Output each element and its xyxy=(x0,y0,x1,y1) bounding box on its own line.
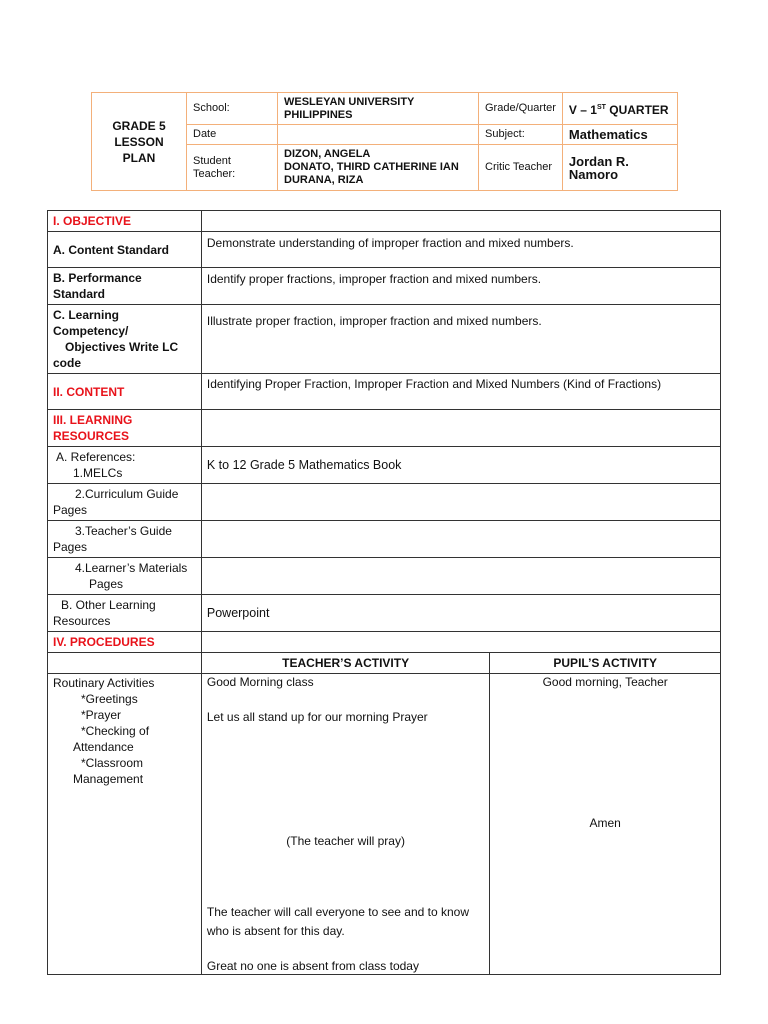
performance-standard-label: B. Performance Standard xyxy=(48,268,202,305)
learners-materials-label xyxy=(48,558,202,595)
school-label: School: xyxy=(187,93,278,125)
competency-value: Illustrate proper fraction, improper fraction and mixed numbers. xyxy=(201,305,720,374)
other-resources-row xyxy=(48,595,721,632)
competency-row xyxy=(48,305,721,374)
teachers-guide-row xyxy=(48,521,721,558)
label-line: Resources xyxy=(53,614,111,628)
learning-resources-empty xyxy=(201,410,720,447)
activity-header-row xyxy=(48,653,721,674)
routinary-item: Attendance xyxy=(73,740,134,754)
other-resources-value: Powerpoint xyxy=(201,595,720,632)
performance-standard-value: Identify proper fractions, improper fraction and mixed numbers. xyxy=(201,268,720,305)
routinary-row xyxy=(48,674,721,975)
title-line: GRADE 5 xyxy=(112,118,166,133)
teacher-line: who is absent for this day. xyxy=(206,924,345,938)
objective-heading: I. OBJECTIVE xyxy=(48,211,202,232)
procedures-heading: IV. PROCEDURES xyxy=(48,632,202,653)
content-standard-value: Demonstrate understanding of improper fraction and mixed numbers. xyxy=(201,232,720,268)
student-teacher-value xyxy=(278,145,479,191)
objective-empty xyxy=(201,211,720,232)
date-value xyxy=(278,125,479,145)
teacher-activity-cell xyxy=(201,674,490,975)
curriculum-guide-value xyxy=(201,484,720,521)
critic-teacher-label: Critic Teacher xyxy=(479,145,563,191)
pupil-line: Amen xyxy=(589,816,621,830)
curriculum-guide-row xyxy=(48,484,721,521)
label-line: C. Learning Competency/ xyxy=(53,308,129,338)
student-teacher-name: DURANA, RIZA xyxy=(284,174,364,186)
label-line: A. References: xyxy=(56,450,136,464)
label-line: Teacher: xyxy=(193,167,236,180)
label-line: Pages xyxy=(89,577,124,591)
learning-resources-row xyxy=(48,410,721,447)
grade-quarter-label: Grade/Quarter xyxy=(479,93,563,125)
content-value: Identifying Proper Fraction, Improper Fraction and Mixed Numbers (Kind of Fractions) xyxy=(201,374,720,410)
pupil-line: Good morning, Teacher xyxy=(542,675,668,689)
teacher-line: The teacher will call everyone to see and to know xyxy=(206,905,470,919)
date-label: Date xyxy=(187,125,278,145)
content-heading: II. CONTENT xyxy=(48,374,202,410)
teachers-guide-label xyxy=(48,521,202,558)
lesson-plan-title xyxy=(92,93,187,191)
content-standard-label: A. Content Standard xyxy=(48,232,202,268)
critic-teacher-value: Jordan R. Namoro xyxy=(562,145,677,191)
content-row xyxy=(48,374,721,410)
pupil-activity-header: PUPIL’S ACTIVITY xyxy=(490,653,721,674)
title-line: LESSON PLAN xyxy=(114,134,164,165)
activity-header-empty xyxy=(48,653,202,674)
label-line: Pages xyxy=(53,540,88,554)
school-line: WESLEYAN UNIVERSITY xyxy=(284,95,415,108)
pupil-activity-cell xyxy=(490,674,721,975)
other-resources-label xyxy=(48,595,202,632)
routinary-item: *Classroom xyxy=(81,756,144,770)
label-line: 3.Teacher’s Guide xyxy=(75,524,172,538)
school-line: PHILIPPINES xyxy=(284,108,353,121)
subject-label: Subject: xyxy=(479,125,563,145)
competency-label xyxy=(48,305,202,374)
lesson-plan-header xyxy=(91,92,678,191)
grade-quarter-value xyxy=(562,93,677,125)
references-row xyxy=(48,447,721,484)
routinary-activities-cell xyxy=(48,674,202,975)
grade-quarter-sup: ST xyxy=(596,103,606,111)
heading-line: RESOURCES xyxy=(53,429,130,443)
label-line: B. Other Learning xyxy=(61,598,156,612)
student-teacher-name: DIZON, ANGELA xyxy=(284,148,371,160)
subject-value: Mathematics xyxy=(562,125,677,145)
objective-row xyxy=(48,211,721,232)
label-line: Student xyxy=(193,154,231,167)
routinary-item: Management xyxy=(73,772,144,786)
label-line: 1.MELCs xyxy=(73,466,123,480)
teachers-guide-value xyxy=(201,521,720,558)
routinary-item: *Prayer xyxy=(81,708,122,722)
performance-standard-row xyxy=(48,268,721,305)
school-value xyxy=(278,93,479,125)
learning-resources-heading xyxy=(48,410,202,447)
teacher-line: Let us all stand up for our morning Prayer xyxy=(206,710,428,724)
learners-materials-row xyxy=(48,558,721,595)
routinary-item: *Checking of xyxy=(81,724,150,738)
student-teacher-label xyxy=(187,145,278,191)
label-line: 2.Curriculum Guide xyxy=(75,487,179,501)
routinary-label: Routinary Activities xyxy=(53,676,155,690)
label-line: Objectives Write LC xyxy=(65,340,179,354)
procedures-empty xyxy=(201,632,720,653)
student-teacher-name: DONATO, THIRD CATHERINE IAN xyxy=(284,161,459,173)
routinary-item: *Greetings xyxy=(81,692,138,706)
label-line: 4.Learner’s Materials xyxy=(75,561,188,575)
grade-quarter-suffix: QUARTER xyxy=(605,102,669,117)
teacher-line: Great no one is absent from class today xyxy=(206,959,419,973)
teacher-line: Good Morning class xyxy=(206,675,314,689)
label-line: code xyxy=(53,356,82,370)
learners-materials-value xyxy=(201,558,720,595)
label-line: Pages xyxy=(53,503,88,517)
curriculum-guide-label xyxy=(48,484,202,521)
lesson-plan-body xyxy=(47,210,721,975)
procedures-row xyxy=(48,632,721,653)
grade-quarter-prefix: V – 1 xyxy=(568,102,597,117)
references-label xyxy=(48,447,202,484)
teacher-activity-header: TEACHER’S ACTIVITY xyxy=(201,653,490,674)
heading-line: III. LEARNING xyxy=(53,413,133,427)
teacher-line: (The teacher will pray) xyxy=(286,834,405,848)
content-standard-row xyxy=(48,232,721,268)
references-value: K to 12 Grade 5 Mathematics Book xyxy=(201,447,720,484)
